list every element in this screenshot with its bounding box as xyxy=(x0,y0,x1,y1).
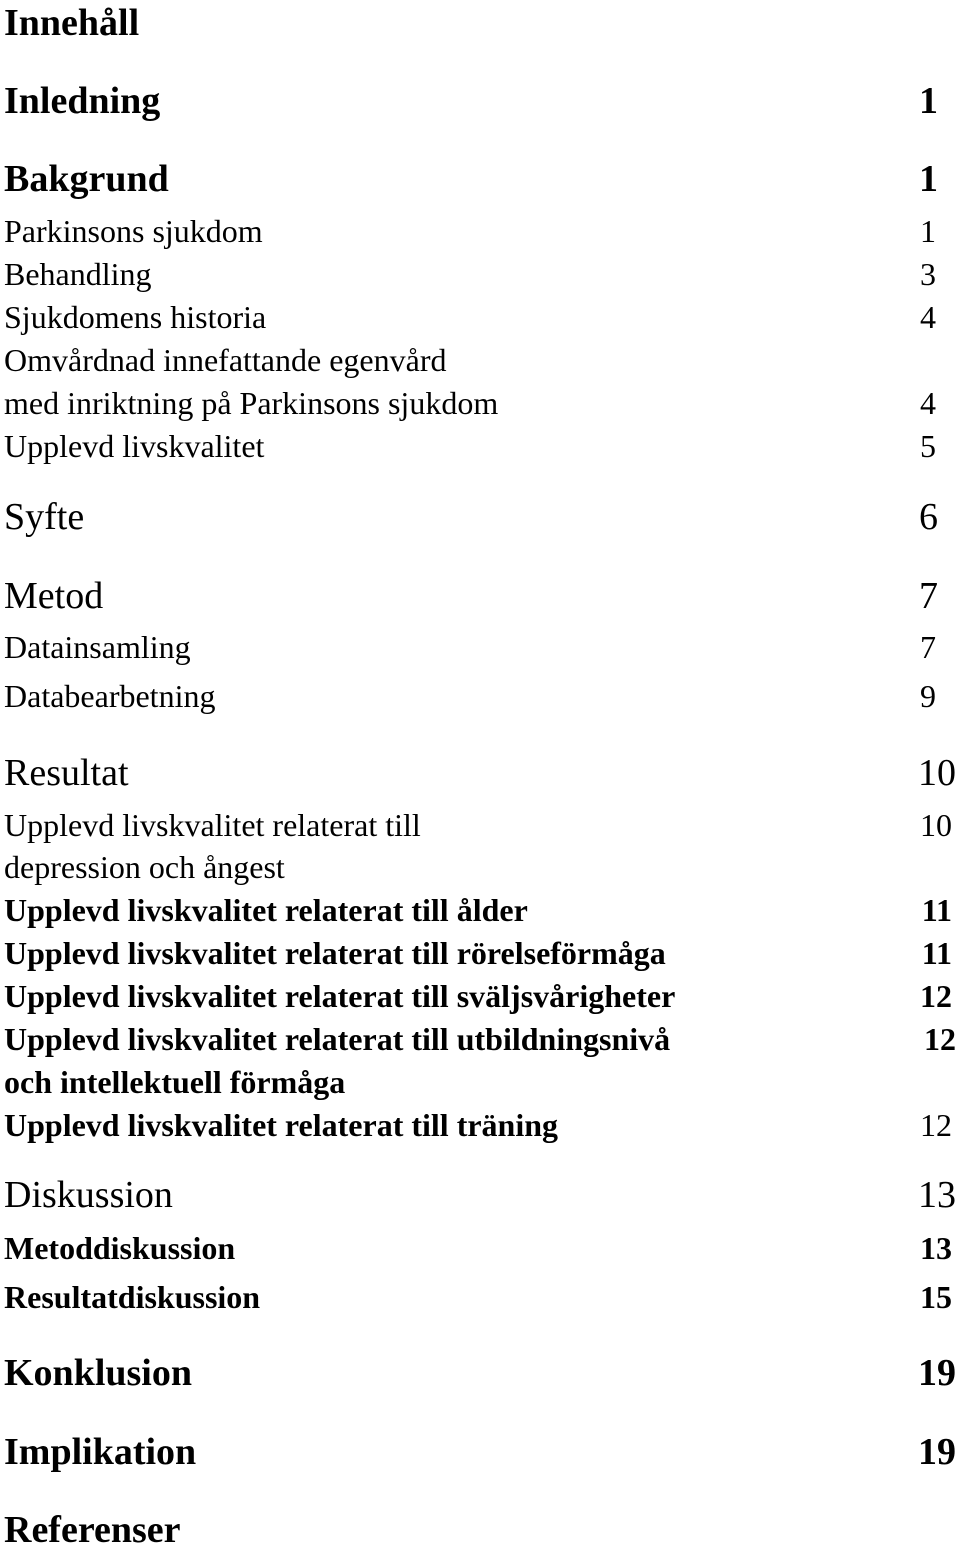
toc-page-databearbetning: 9 xyxy=(920,678,936,714)
toc-title: Innehåll xyxy=(4,2,140,44)
toc-page-resultatdiskussion: 15 xyxy=(920,1279,952,1315)
toc-entry-omvardnad-line2: med inriktning på Parkinsons sjukdom xyxy=(4,385,499,421)
toc-page-bakgrund: 1 xyxy=(919,158,938,200)
toc-page-r-rorelse: 11 xyxy=(921,935,952,971)
toc-page-r-depression: 10 xyxy=(920,807,952,843)
toc-page-parkinsons: 1 xyxy=(920,213,936,249)
toc-entry-metoddiskussion: Metoddiskussion xyxy=(4,1230,236,1266)
toc-entry-konklusion: Konklusion xyxy=(4,1352,192,1394)
toc-entry-behandling: Behandling xyxy=(4,256,152,292)
toc-page-r-utbildning: 12 xyxy=(924,1021,956,1057)
toc-entry-omvardnad-line1: Omvårdnad innefattande egenvård xyxy=(4,342,447,378)
toc-entry-r-utbildning-line1: Upplevd livskvalitet relaterat till utbildningsnivå xyxy=(4,1021,671,1057)
toc-page-konklusion: 19 xyxy=(918,1352,956,1394)
toc-entry-bakgrund: Bakgrund xyxy=(4,158,169,200)
toc-entry-upplevd: Upplevd livskvalitet xyxy=(4,428,265,464)
toc-page-diskussion: 13 xyxy=(918,1174,956,1216)
toc-entry-syfte: Syfte xyxy=(4,496,85,538)
toc-entry-r-alder: Upplevd livskvalitet relaterat till ålder xyxy=(4,892,528,928)
toc-entry-metod: Metod xyxy=(4,575,104,617)
toc-page-implikation: 19 xyxy=(918,1431,956,1473)
toc-entry-databearbetning: Databearbetning xyxy=(4,678,216,714)
toc-entry-resultatdiskussion: Resultatdiskussion xyxy=(4,1279,261,1315)
toc-entry-historia: Sjukdomens historia xyxy=(4,299,267,335)
toc-page-upplevd: 5 xyxy=(920,428,936,464)
toc-entry-r-svalj: Upplevd livskvalitet relaterat till sväljsvårigheter xyxy=(4,978,676,1014)
toc-entry-r-utbildning-line2: och intellektuell förmåga xyxy=(4,1064,346,1100)
toc-entry-referenser: Referenser xyxy=(4,1509,181,1551)
toc-page-metod: 7 xyxy=(919,575,938,617)
toc-page-syfte: 6 xyxy=(919,496,938,538)
toc-page-datainsamling: 7 xyxy=(920,629,936,665)
toc-entry-datainsamling: Datainsamling xyxy=(4,629,191,665)
toc-entry-r-traning: Upplevd livskvalitet relaterat till träning xyxy=(4,1107,559,1143)
toc-page-r-alder: 11 xyxy=(921,892,952,928)
toc-entry-r-depression-line2: depression och ångest xyxy=(4,849,285,885)
toc-entry-resultat: Resultat xyxy=(4,752,129,794)
toc-page-r-svalj: 12 xyxy=(920,978,952,1014)
toc-entry-r-depression-line1: Upplevd livskvalitet relaterat till xyxy=(4,807,421,843)
toc-page-r-traning: 12 xyxy=(920,1107,952,1143)
toc-entry-parkinsons: Parkinsons sjukdom xyxy=(4,213,263,249)
toc-page-metoddiskussion: 13 xyxy=(920,1230,952,1266)
toc-entry-inledning: Inledning xyxy=(4,80,161,122)
toc-entry-implikation: Implikation xyxy=(4,1431,197,1473)
toc-page-resultat: 10 xyxy=(918,752,956,794)
toc-page-behandling: 3 xyxy=(920,256,936,292)
toc-entry-r-rorelse: Upplevd livskvalitet relaterat till rörelseförmåga xyxy=(4,935,666,971)
toc-entry-diskussion: Diskussion xyxy=(4,1174,173,1216)
toc-page-historia: 4 xyxy=(920,299,936,335)
toc-page-inledning: 1 xyxy=(919,80,938,122)
toc-page-omvardnad: 4 xyxy=(920,385,936,421)
